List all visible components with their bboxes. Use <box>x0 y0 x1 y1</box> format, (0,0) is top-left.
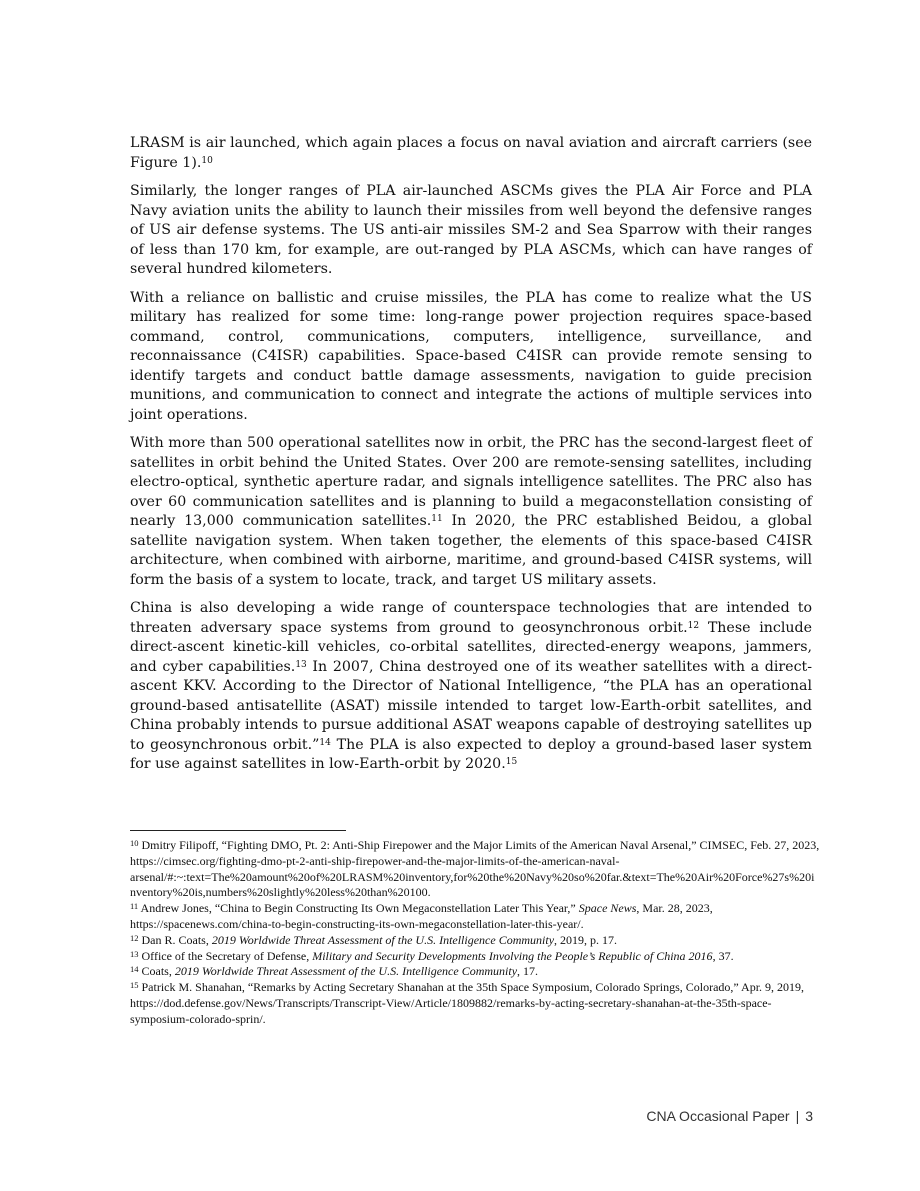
footnote-text: Patrick M. Shanahan, “Remarks by Acting Secretary Shanahan at the 35th Space Symposium, Colorado Springs, Colorado,” Apr. 9, 2019, https://dod.defense.gov/News/Transcripts/Transcript-View/Article/1809882/remarks-by-acting-secretary-shanahan-at-the-35th-space-symposium-colorado-sprin/. <box>130 980 805 1026</box>
paragraph-5 <box>130 599 812 775</box>
footnote-text: , 37. <box>712 948 734 963</box>
paragraph-1 <box>130 134 812 173</box>
footnote-number: 10 <box>130 838 139 848</box>
paragraph-text: In 2007, China destroyed one of its weather satellites with a direct-ascent KKV. According to the Director of National Intelligence, “the PLA has an operational ground-based antisatellite (ASAT) missile intended to target low-Earth-orbit satellites, and China probably intends to pursue additional ASAT weapons capable of destroying satellites up to geosynchronous orbit.” <box>130 658 813 753</box>
page-footer <box>646 1108 813 1124</box>
paragraph-text: These include direct-ascent kinetic-kill vehicles, co-orbital satellites, directed-energy weapons, jammers, and cyber capabilities. <box>130 619 813 675</box>
footnote-ref[interactable]: 11 <box>431 514 443 524</box>
paragraph-text: The PLA is also expected to deploy a ground-based laser system for use against satellites in low-Earth-orbit by 2020. <box>130 736 812 772</box>
footnote-number: 12 <box>130 932 139 943</box>
footnote-10 <box>130 838 820 901</box>
publication-name: CNA Occasional Paper <box>646 1108 790 1124</box>
paragraph-3 <box>130 289 812 426</box>
footnote-text: Dan R. Coats, <box>138 932 212 947</box>
paragraph-2 <box>130 182 812 280</box>
footnote-separator <box>130 830 346 831</box>
footnote-ref[interactable]: 15 <box>505 757 518 767</box>
footnotes <box>130 838 820 1028</box>
footnote-source-title: Military and Security Developments Involving the People’s Republic of China 2016 <box>312 948 713 963</box>
body-text <box>130 134 812 784</box>
footnote-11 <box>130 901 820 933</box>
footnote-number: 13 <box>130 948 139 959</box>
paragraph-text: With more than 500 operational satellites now in orbit, the PRC has the second-largest fleet of satellites in orbit behind the United States. Over 200 are remote-sensing satellites, including electro-optical, synthetic aperture radar, and signals intelligence satellites. The PRC also has over 60 communication satellites and is planning to build a megaconstellation consisting of nearly 13,000 communication satellites. <box>130 435 812 529</box>
footnote-number: 11 <box>130 901 139 912</box>
paragraph-text: With a reliance on ballistic and cruise missiles, the PLA has come to realize what the US military has realized for some time: long-range power projection requires space-based command, control, communications, computers, intelligence, surveillance, and reconnaissance (C4ISR) capabilities. Space-based C4ISR can provide remote sensing to identify targets and conduct battle damage assessments, navigation to guide precision munitions, and communication to connect and integrate the actions of multiple services into joint operations. <box>130 289 812 423</box>
footnote-text: , Mar. 28, 2023, https://spacenews.com/china-to-begin-constructing-its-own-megaconstellation-later-this-year/. <box>130 901 713 931</box>
footnote-ref[interactable]: 10 <box>201 155 213 166</box>
footnote-text: Coats, <box>138 964 175 979</box>
footnote-number: 15 <box>130 980 139 991</box>
paragraph-text: In 2020, the PRC established Beidou, a global satellite navigation system. When taken together, the elements of this space-based C4ISR architecture, when combined with airborne, maritime, and ground-based C4ISR systems, will form the basis of a system to locate, track, and target US military assets. <box>130 513 812 588</box>
footnote-source-title: 2019 Worldwide Threat Assessment of the U.S. Intelligence Community <box>211 932 555 947</box>
footnote-ref[interactable]: 12 <box>687 620 700 631</box>
paragraph-4 <box>130 434 812 590</box>
footnote-number: 14 <box>130 964 139 975</box>
paragraph-text: LRASM is air launched, which again places a focus on naval aviation and aircraft carriers (see Figure 1). <box>130 135 812 171</box>
footnote-15 <box>130 980 820 1027</box>
footnote-source-title: 2019 Worldwide Threat Assessment of the U.S. Intelligence Community <box>174 964 518 979</box>
footnote-text: Office of the Secretary of Defense, <box>138 948 313 963</box>
paragraph-text: China is also developing a wide range of counterspace technologies that are intended to threaten adversary space systems from ground to geosynchronous orbit. <box>130 600 812 636</box>
footnote-13 <box>130 949 820 965</box>
page-number: 3 <box>805 1108 813 1124</box>
footnote-ref[interactable]: 14 <box>319 737 331 748</box>
footnote-12 <box>130 933 820 949</box>
footnote-text: Dmitry Filipoff, “Fighting DMO, Pt. 2: Anti-Ship Firepower and the Major Limits of the American Naval Arsenal,” CIMSEC, Feb. 27, 2023, https://cimsec.org/fighting-dmo-pt-2-anti-ship-firepower-and-the-major-limits-of-the-american-naval-arsenal/#:~:text=The%20amount%20of%20LRASM%20inventory,for%20the%20Navy%20so%20far.&text=The%20Air%20Force%27s%20inventory%20is,numbers%20slightly%20less%20than%20100. <box>130 838 820 900</box>
footnote-14 <box>130 964 820 980</box>
footnote-text: , 2019, p. 17. <box>554 932 618 947</box>
footnote-text: Andrew Jones, “China to Begin Constructing Its Own Megaconstellation Later This Year,” <box>138 901 579 916</box>
footnote-source-title: Space News <box>578 901 637 916</box>
paragraph-text: Similarly, the longer ranges of PLA air-launched ASCMs gives the PLA Air Force and PLA Navy aviation units the ability to launch their missiles from well beyond the defensive ranges of US air defense systems. The US anti-air missiles SM-2 and Sea Sparrow with their ranges of less than 170 km, for example, are out-ranged by PLA ASCMs, which can have ranges of several hundred kilometers. <box>130 183 812 277</box>
footnote-ref[interactable]: 13 <box>295 659 307 670</box>
footnote-text: , 17. <box>517 964 539 979</box>
footer-separator: | <box>795 1108 800 1124</box>
